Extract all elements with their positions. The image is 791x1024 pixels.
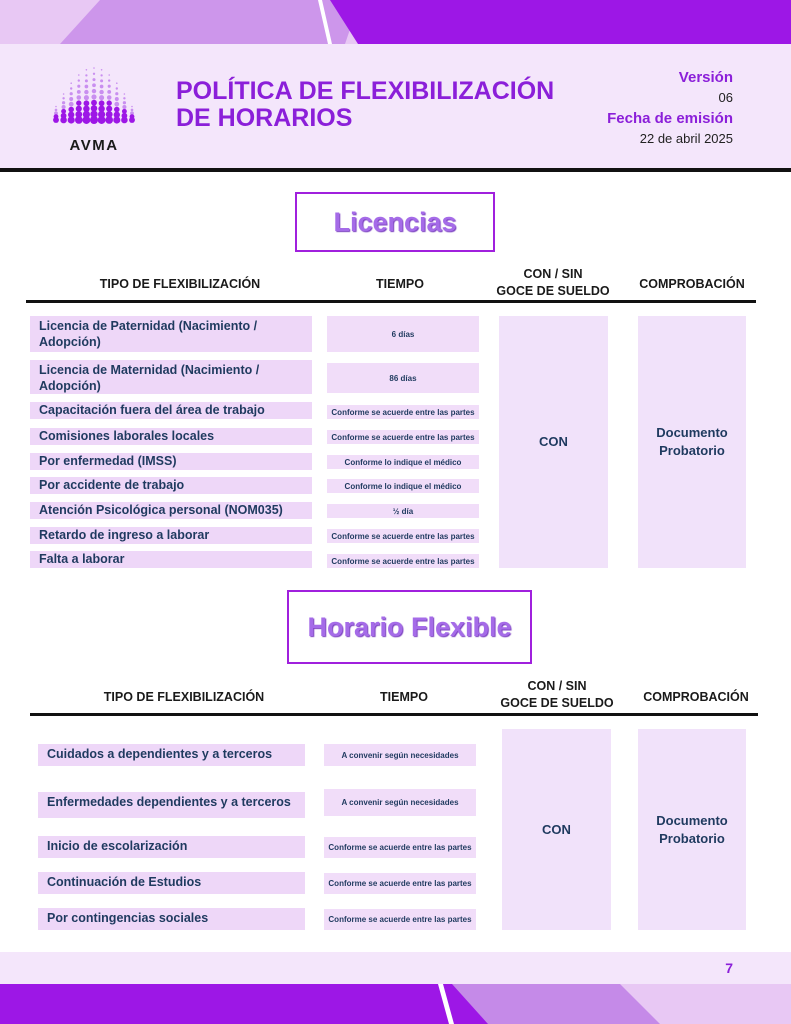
date-value: 22 de abril 2025 [639,131,733,146]
table-row-tipo: Retardo de ingreso a laborar [30,527,312,544]
logo-dot [53,117,59,123]
table-row-tiempo: 6 días [327,316,479,352]
table-row-tipo: Por enfermedad (IMSS) [30,453,312,470]
logo-dot [99,90,103,94]
logo-dot [108,85,111,88]
table-rule-licencias [26,300,756,303]
section-title-horario-flexible: Horario Flexible [287,590,532,664]
table-row-tiempo: Conforme lo indique el médico [327,479,479,493]
logo-dot [92,89,96,93]
col-header-goce [492,678,622,712]
table-row-tipo: Atención Psicológica personal (NOM035) [30,502,312,519]
logo-dot [116,87,118,89]
logo-dot [62,97,64,99]
logo-dot [123,101,126,104]
logo-dot [114,107,120,113]
logo-dot [78,79,80,81]
logo-dot [91,100,97,106]
logo-dot [92,83,96,87]
logo-dot [131,106,133,108]
logo-dot [124,93,126,95]
logo-dot [62,105,66,109]
band-dark-shape [330,0,791,44]
top-decorative-band [0,0,791,44]
col-header-goce-line2: GOCE DE SUELDO [496,284,610,298]
logo-dot [105,116,113,124]
table-row-tipo: Por contingencias sociales [38,908,305,930]
comprobacion-line-1: Documento [656,812,728,828]
logo-dot [82,116,90,124]
logo-dot [100,74,102,76]
logo-dot [92,78,95,81]
table-row-tiempo: Conforme se acuerde entre las partes [327,405,479,419]
logo-dot [69,97,73,101]
col-header-goce [488,266,618,300]
col-header-tiempo: TIEMPO [380,690,428,704]
logo-dot [62,101,65,104]
logo-dot [99,95,104,100]
footer-band [0,952,791,984]
logo-dot [84,95,89,100]
comprobacion-line-2: Probatorio [659,443,725,458]
comprobacion-line-1: Documento [656,425,728,440]
version-label: Versión [678,69,733,86]
logo-dot [77,85,80,88]
logo-dot [70,82,72,84]
col-header-goce-line2: GOCE DE SUELDO [500,696,614,710]
comprobacion-cell-licencias [638,316,746,568]
col-header-tipo: TIPO DE FLEXIBILIZACIÓN [103,690,265,704]
table-row-tiempo: Conforme se acuerde entre las partes [324,909,476,930]
logo-dot [107,100,112,105]
logo-dot [123,97,125,99]
logo-dot [84,100,90,106]
logo-dot [115,97,119,101]
title-line-1: POLÍTICA DE FLEXIBILIZACIÓN [176,77,555,105]
logo-dot [55,109,58,112]
logo-dot [100,85,104,89]
table-row-tiempo: Conforme lo indique el médico [327,455,479,469]
table-row-tipo: Falta a laborar [30,551,312,568]
table-row-tiempo: ½ día [327,504,479,518]
logo-dot [108,74,110,76]
col-header-goce-line1: CON / SIN [527,679,587,693]
title-line-2: DE HORARIOS [176,104,353,132]
col-header-tipo: TIPO DE FLEXIBILIZACIÓN [99,277,261,291]
logo-dot [76,100,81,105]
logo-dot [86,69,88,71]
logo-dot [114,102,119,107]
band-mid-shape [60,0,360,44]
logo-dot [60,117,67,124]
table-row-tipo: Continuación de Estudios [38,872,305,894]
logo-dot [107,90,111,94]
logo-dot [70,87,72,89]
logo-dot [93,67,95,69]
table-row-tipo: Enfermedades dependientes y a terceros [38,792,305,818]
header-divider [0,168,791,172]
table-row-tiempo: 86 días [327,363,479,393]
table-row-tipo: Licencia de Paternidad (Nacimiento / Adopción) [30,316,312,352]
logo-dot [70,92,73,95]
goce-cell-horario: CON [502,729,611,930]
section-title-licencias: Licencias [295,192,495,252]
page-number: 7 [725,960,733,976]
col-header-comprobacion: COMPROBACIÓN [643,690,749,704]
table-row-tiempo: Conforme se acuerde entre las partes [327,430,479,444]
logo-dot [69,102,74,107]
table-row-tiempo: Conforme se acuerde entre las partes [324,873,476,894]
logo-dot [85,79,88,82]
comprobacion-line-2: Probatorio [659,830,725,846]
logo-dot [90,116,98,124]
logo-dot [77,95,82,100]
logo-dot [75,116,83,124]
logo-dot [85,74,87,76]
table-row-tipo: Inicio de escolarización [38,836,305,858]
table-row-tipo: Licencia de Maternidad (Nacimiento / Adopción) [30,360,312,394]
logo-dot [68,107,74,113]
logo-dot [84,90,88,94]
goce-cell-licencias: CON [499,316,608,568]
version-value: 06 [718,90,733,105]
band-stripe [438,984,454,1024]
date-label: Fecha de emisión [607,110,733,127]
logo-dot [113,116,120,123]
logo-dot [91,94,96,99]
logo-dot [129,117,135,123]
logo-dot [108,79,110,81]
table-row-tipo: Comisiones laborales locales [30,428,312,445]
logo-dot [116,82,118,84]
table-row-tipo: Capacitación fuera del área de trabajo [30,402,312,419]
logo-dot [68,116,75,123]
logo-dot [122,105,126,109]
table-rule-horario [30,713,758,716]
logo-dot [85,85,89,89]
logo-dot [77,90,81,94]
logo-dot [55,106,57,108]
document-meta [533,68,733,150]
table-row-tipo: Por accidente de trabajo [30,477,312,494]
logo-dot [106,106,112,112]
table-row-tipo: Cuidados a dependientes y a terceros [38,744,305,766]
logo-dot [101,69,103,71]
col-header-tiempo: TIEMPO [376,277,424,291]
logo-dot [100,79,103,82]
table-row-tiempo: Conforme se acuerde entre las partes [324,837,476,858]
logo-text: AVMA [69,137,119,154]
comprobacion-cell-horario [638,729,746,930]
logo-dot [121,117,128,124]
logo-dot [107,95,112,100]
logo-dot [78,74,80,76]
logo-dot [93,73,95,75]
logo-dot [63,93,65,95]
col-header-comprobacion: COMPROBACIÓN [639,277,745,291]
logo-dot [115,92,118,95]
logo-dot [76,106,82,112]
table-row-tiempo: A convenir según necesidades [324,789,476,816]
col-header-goce-line1: CON / SIN [523,267,583,281]
bottom-decorative-band [0,984,791,1024]
table-row-tiempo: Conforme se acuerde entre las partes [327,554,479,568]
table-row-tiempo: Conforme se acuerde entre las partes [327,529,479,543]
table-row-tiempo: A convenir según necesidades [324,744,476,766]
logo-dot [131,109,134,112]
logo-dot [99,100,105,106]
logo-dot [98,116,106,124]
